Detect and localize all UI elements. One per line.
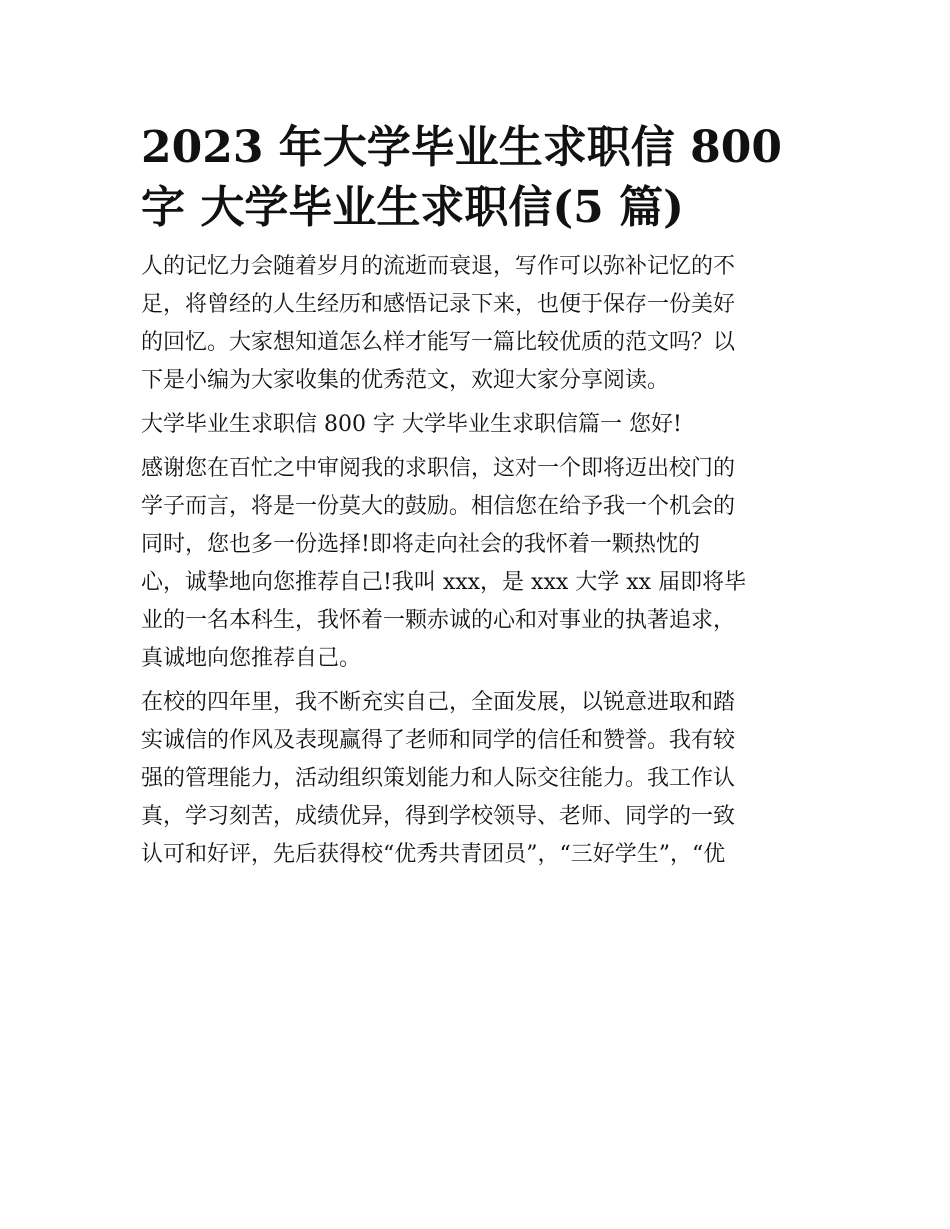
text-line: 认可和好评，先后获得校“优秀共青团员”，“三好学生”，“优: [141, 842, 726, 867]
text-line: 感谢您在百忙之中审阅我的求职信，这对一个即将迈出校门的: [141, 456, 736, 481]
text-line: 强的管理能力，活动组织策划能力和人际交往能力。我工作认: [141, 766, 736, 791]
text-line: 下是小编为大家收集的优秀范文，欢迎大家分享阅读。: [141, 368, 670, 393]
section-heading-paragraph: [141, 406, 813, 444]
text-line: 大学毕业生求职信 800 字 大学毕业生求职信篇一 您好!: [141, 412, 682, 437]
text-line: 真诚地向您推荐自己。: [141, 646, 362, 671]
letter-paragraph-2: [141, 684, 813, 874]
document-title: [141, 118, 813, 238]
text-line: 业的一名本科生，我怀着一颗赤诚的心和对事业的执著追求，: [141, 608, 736, 633]
text-line: 真，学习刻苦，成绩优异，得到学校领导、老师、同学的一致: [141, 804, 736, 829]
document-page: [141, 118, 813, 880]
text-line: 的回忆。大家想知道怎么样才能写一篇比较优质的范文吗？以: [141, 330, 736, 355]
intro-paragraph: [141, 248, 813, 400]
text-line: 实诚信的作风及表现赢得了老师和同学的信任和赞誉。我有较: [141, 728, 736, 753]
text-line: 足，将曾经的人生经历和感悟记录下来，也便于保存一份美好: [141, 292, 736, 317]
letter-paragraph-1: [141, 450, 813, 678]
text-line: 在校的四年里，我不断充实自己，全面发展，以锐意进取和踏: [141, 690, 736, 715]
text-line: 同时，您也多一份选择!即将走向社会的我怀着一颗热忱的: [141, 532, 700, 557]
title-line: 2023 年大学毕业生求职信 800: [141, 122, 782, 173]
text-line: 人的记忆力会随着岁月的流逝而衰退，写作可以弥补记忆的不: [141, 254, 736, 279]
text-line: 学子而言，将是一份莫大的鼓励。相信您在给予我一个机会的: [141, 494, 736, 519]
title-line: 字 大学毕业生求职信(5 篇): [141, 182, 684, 233]
text-line: 心，诚挚地向您推荐自己!我叫 xxx，是 xxx 大学 xx 届即将毕: [141, 570, 747, 595]
